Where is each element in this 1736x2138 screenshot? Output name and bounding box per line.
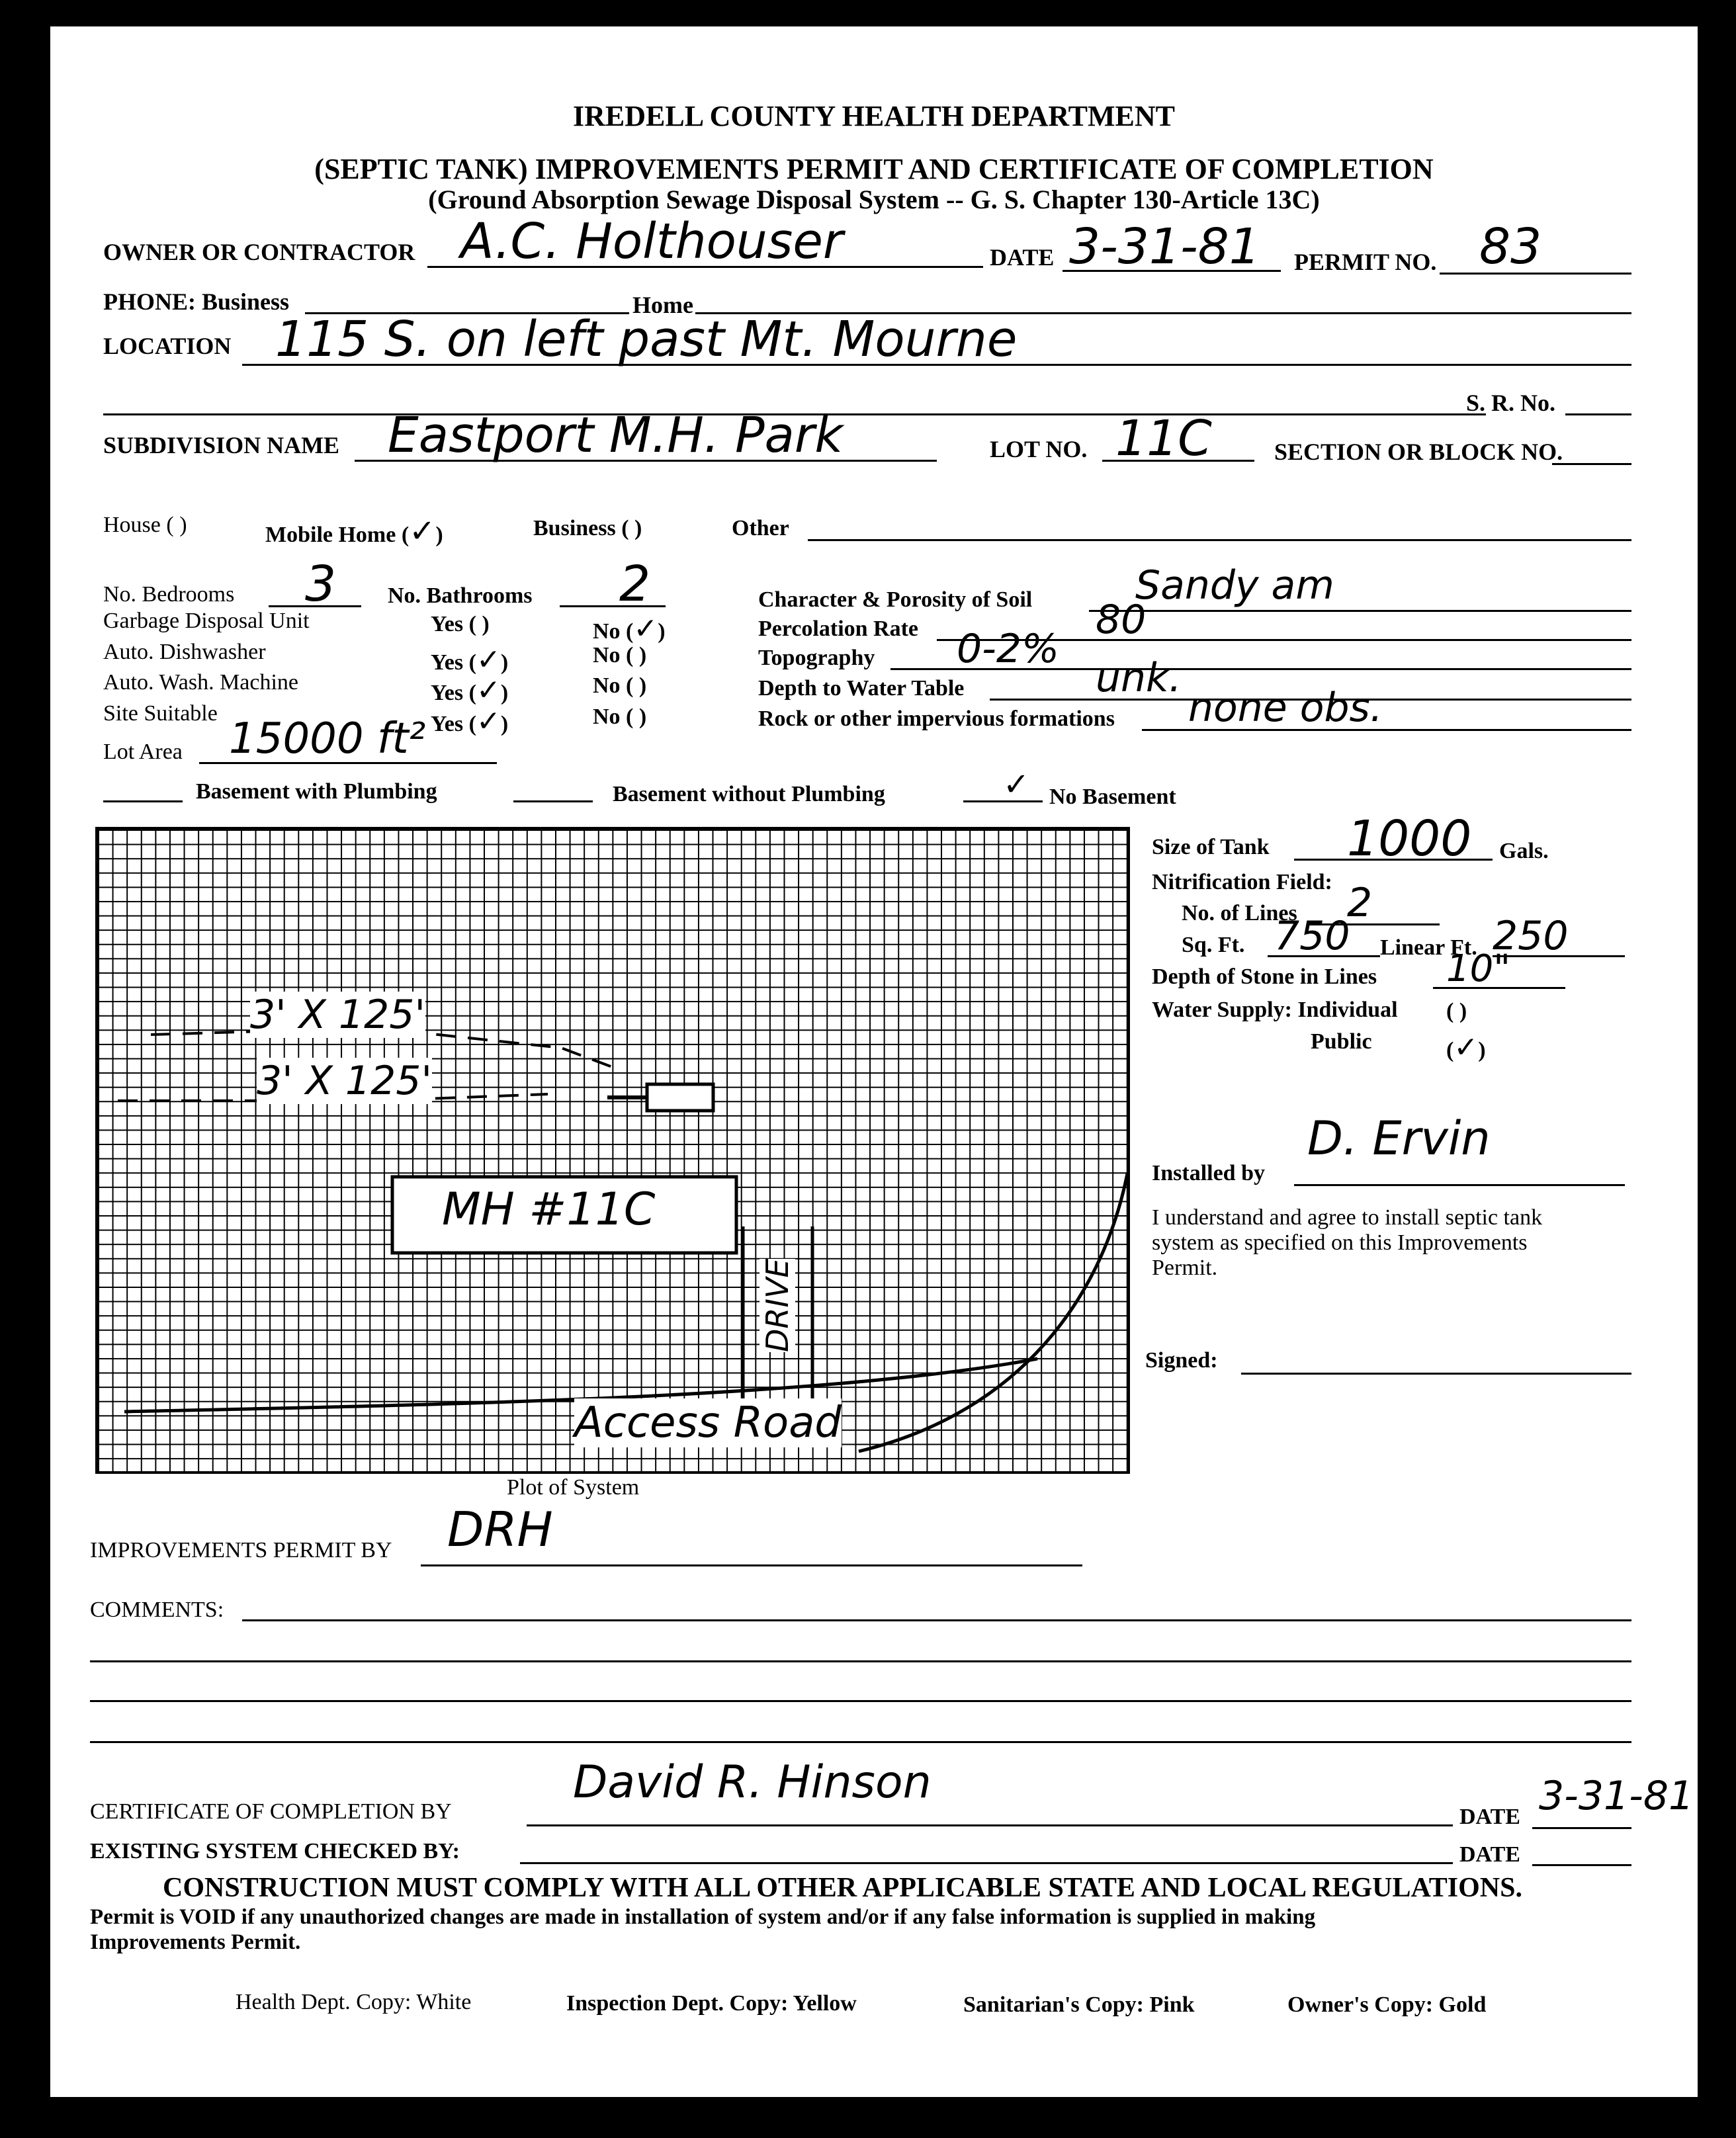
other-underline bbox=[808, 539, 1631, 541]
plot-home-label: MH #11C bbox=[442, 1183, 656, 1236]
subdivision-value: Eastport M.H. Park bbox=[388, 407, 844, 464]
garbage-disposal-yes: Yes ( ) bbox=[431, 612, 490, 636]
copy-inspection-dept: Inspection Dept. Copy: Yellow bbox=[566, 1991, 857, 2016]
business-checkbox-label: Business ( ) bbox=[533, 516, 642, 540]
public-checkbox bbox=[1446, 1031, 1486, 1064]
tank-size-unit: Gals. bbox=[1499, 839, 1549, 863]
installed-by-signature: D. Ervin bbox=[1307, 1111, 1491, 1166]
comments-label: COMMENTS: bbox=[90, 1598, 224, 1622]
lot-no-label: LOT NO. bbox=[990, 436, 1088, 462]
linear-ft-value: 250 bbox=[1493, 913, 1569, 959]
phone-home-label: Home bbox=[632, 292, 693, 318]
garbage-no-close: ) bbox=[658, 619, 666, 644]
installed-by-label: Installed by bbox=[1152, 1161, 1265, 1185]
site-yes-check: ✓ bbox=[476, 705, 501, 738]
water-table-label: Depth to Water Table bbox=[758, 676, 965, 701]
soil-character-label: Character & Porosity of Soil bbox=[758, 587, 1033, 612]
bedrooms-value: 3 bbox=[305, 556, 337, 613]
permit-label: PERMIT NO. bbox=[1294, 249, 1437, 275]
improvements-permit-label: IMPROVEMENTS PERMIT BY bbox=[90, 1538, 392, 1562]
section-underline bbox=[1552, 463, 1631, 465]
copy-health-dept: Health Dept. Copy: White bbox=[236, 1990, 472, 2014]
garbage-no-check: ✓ bbox=[633, 612, 658, 646]
site-yes-close: ) bbox=[500, 712, 509, 736]
date-value: 3-31-81 bbox=[1069, 218, 1260, 275]
wash-yes-close: ) bbox=[500, 681, 509, 705]
plot-line2-label: 3' X 125' bbox=[257, 1058, 432, 1104]
basement-with-blank bbox=[103, 800, 183, 802]
plot-drive-label: DRIVE bbox=[760, 1258, 795, 1352]
site-suitable-yes bbox=[431, 705, 508, 738]
bathrooms-label: No. Bathrooms bbox=[388, 583, 533, 608]
individual-checkbox: ( ) bbox=[1446, 999, 1467, 1023]
plot-caption: Plot of System bbox=[507, 1475, 640, 1500]
copy-sanitarian: Sanitarian's Copy: Pink bbox=[963, 1992, 1195, 2017]
form-subtitle: (Ground Absorption Sewage Disposal System -- G. S. Chapter 130-Article 13C) bbox=[428, 185, 1320, 214]
house-checkbox-label: House ( ) bbox=[103, 513, 187, 537]
void-notice-line-1: Permit is VOID if any unauthorized changes are made in installation of system and/or if any false information is supplied in making bbox=[90, 1905, 1316, 1929]
plot-grid bbox=[95, 827, 1130, 1474]
wash-machine-yes bbox=[431, 673, 508, 707]
certificate-underline bbox=[527, 1824, 1453, 1826]
dishwasher-yes-text: Yes ( bbox=[431, 650, 476, 675]
certificate-label: CERTIFICATE OF COMPLETION BY bbox=[90, 1799, 452, 1824]
no-basement-check: ✓ bbox=[1003, 766, 1030, 803]
bathrooms-value: 2 bbox=[619, 556, 651, 613]
permit-form bbox=[50, 26, 1698, 2097]
installed-by-underline bbox=[1294, 1184, 1625, 1186]
plot-line1-label: 3' X 125' bbox=[250, 992, 425, 1038]
lines-value: 2 bbox=[1347, 880, 1373, 926]
owner-value: A.C. Holthouser bbox=[460, 213, 844, 270]
stone-depth-value: 10" bbox=[1446, 947, 1511, 990]
phone-business-label: PHONE: Business bbox=[103, 288, 290, 315]
other-label: Other bbox=[732, 516, 789, 540]
plot-road-label: Access Road bbox=[574, 1398, 842, 1447]
tank-size-value: 1000 bbox=[1347, 810, 1472, 867]
garbage-disposal-no bbox=[593, 612, 666, 646]
location-label: LOCATION bbox=[103, 333, 232, 359]
basement-without-blank bbox=[513, 800, 593, 802]
permit-value: 83 bbox=[1479, 218, 1542, 275]
stone-depth-label: Depth of Stone in Lines bbox=[1152, 964, 1377, 989]
garbage-disposal-label: Garbage Disposal Unit bbox=[103, 609, 310, 633]
plot-sketch bbox=[98, 830, 1127, 1471]
rock-formations-label: Rock or other impervious formations bbox=[758, 706, 1115, 731]
mobile-home-close: ) bbox=[435, 523, 443, 547]
mobile-home-label bbox=[265, 513, 443, 550]
dishwasher-no: No ( ) bbox=[593, 643, 647, 667]
sr-no-label: S. R. No. bbox=[1466, 390, 1556, 416]
comply-notice: CONSTRUCTION MUST COMPLY WITH ALL OTHER APPLICABLE STATE AND LOCAL REGULATIONS. bbox=[163, 1873, 1522, 1903]
lines-label: No. of Lines bbox=[1182, 901, 1297, 925]
soil-character-underline bbox=[1089, 610, 1631, 612]
site-suitable-no: No ( ) bbox=[593, 705, 647, 729]
signed-label: Signed: bbox=[1145, 1348, 1218, 1373]
existing-system-label: EXISTING SYSTEM CHECKED BY: bbox=[90, 1839, 460, 1863]
dishwasher-yes-close: ) bbox=[500, 650, 509, 675]
mobile-home-check: ✓ bbox=[409, 513, 436, 550]
dishwasher-label: Auto. Dishwasher bbox=[103, 640, 266, 664]
public-check: ✓ bbox=[1454, 1031, 1479, 1064]
bedrooms-label: No. Bedrooms bbox=[103, 582, 235, 607]
dishwasher-yes bbox=[431, 643, 508, 677]
location-value: 115 S. on left past Mt. Mourne bbox=[275, 311, 1018, 368]
existing-date-label: DATE bbox=[1459, 1842, 1520, 1867]
comments-line-1 bbox=[242, 1619, 1631, 1621]
wash-yes-text: Yes ( bbox=[431, 681, 476, 705]
certificate-signature: David R. Hinson bbox=[573, 1756, 932, 1809]
certificate-date-label: DATE bbox=[1459, 1805, 1520, 1829]
dishwasher-yes-check: ✓ bbox=[476, 643, 501, 677]
comments-line-4 bbox=[90, 1741, 1631, 1743]
comments-line-3 bbox=[90, 1700, 1631, 1702]
form-title: (SEPTIC TANK) IMPROVEMENTS PERMIT AND CERTIFICATE OF COMPLETION bbox=[314, 153, 1434, 185]
site-yes-text: Yes ( bbox=[431, 712, 476, 736]
sqft-label: Sq. Ft. bbox=[1182, 933, 1245, 957]
improvements-permit-signature: DRH bbox=[447, 1502, 553, 1557]
nitrification-label: Nitrification Field: bbox=[1152, 870, 1332, 894]
lot-area-value: 15000 ft² bbox=[229, 714, 426, 763]
date-label: DATE bbox=[990, 244, 1055, 271]
topography-label: Topography bbox=[758, 646, 875, 670]
garbage-no-text: No ( bbox=[593, 619, 634, 644]
mobile-home-text: Mobile Home ( bbox=[265, 523, 410, 547]
void-notice-line-2: Improvements Permit. bbox=[90, 1930, 301, 1954]
improvements-permit-underline bbox=[421, 1564, 1082, 1566]
wash-machine-no: No ( ) bbox=[593, 673, 647, 698]
comments-line-2 bbox=[90, 1660, 1631, 1662]
road-line-2 bbox=[859, 1174, 1127, 1451]
public-box-close: ) bbox=[1478, 1038, 1486, 1062]
lot-area-label: Lot Area bbox=[103, 740, 183, 764]
basement-without-label: Basement without Plumbing bbox=[613, 782, 885, 806]
wash-yes-check: ✓ bbox=[476, 673, 501, 707]
water-table-value: unk. bbox=[1096, 655, 1182, 701]
agreement-line-1: I understand and agree to install septic tank bbox=[1152, 1205, 1543, 1230]
certificate-date-value: 3-31-81 bbox=[1539, 1773, 1694, 1819]
wash-machine-label: Auto. Wash. Machine bbox=[103, 670, 299, 695]
owner-label: OWNER OR CONTRACTOR bbox=[103, 239, 415, 265]
subdivision-label: SUBDIVISION NAME bbox=[103, 432, 340, 458]
certificate-date-underline bbox=[1532, 1827, 1631, 1829]
existing-date-underline bbox=[1532, 1864, 1631, 1866]
sqft-value: 750 bbox=[1274, 913, 1350, 959]
rock-formations-value: none obs. bbox=[1188, 685, 1383, 731]
percolation-label: Percolation Rate bbox=[758, 617, 919, 641]
sr-no-underline bbox=[1565, 413, 1631, 415]
tank-outline bbox=[647, 1084, 713, 1111]
tank-size-label: Size of Tank bbox=[1152, 835, 1270, 859]
percolation-value: 80 bbox=[1096, 597, 1147, 643]
lot-no-value: 11C bbox=[1115, 410, 1212, 467]
agreement-line-3: Permit. bbox=[1152, 1256, 1218, 1280]
department-heading: IREDELL COUNTY HEALTH DEPARTMENT bbox=[573, 100, 1175, 132]
basement-with-label: Basement with Plumbing bbox=[196, 779, 437, 804]
site-suitable-label: Site Suitable bbox=[103, 701, 218, 726]
copy-owner: Owner's Copy: Gold bbox=[1287, 1992, 1487, 2017]
public-box-open: ( bbox=[1446, 1038, 1454, 1062]
signed-underline bbox=[1241, 1373, 1631, 1375]
public-label: Public bbox=[1311, 1029, 1372, 1054]
agreement-line-2: system as specified on this Improvements bbox=[1152, 1230, 1528, 1255]
linear-ft-label: Linear Ft. bbox=[1380, 935, 1477, 960]
existing-system-underline bbox=[520, 1862, 1453, 1864]
section-label: SECTION OR BLOCK NO. bbox=[1274, 439, 1563, 465]
no-basement-label: No Basement bbox=[1049, 785, 1176, 809]
water-supply-label: Water Supply: Individual bbox=[1152, 998, 1398, 1022]
soil-character-value: Sandy am bbox=[1135, 562, 1334, 609]
topography-value: 0-2% bbox=[957, 626, 1060, 672]
